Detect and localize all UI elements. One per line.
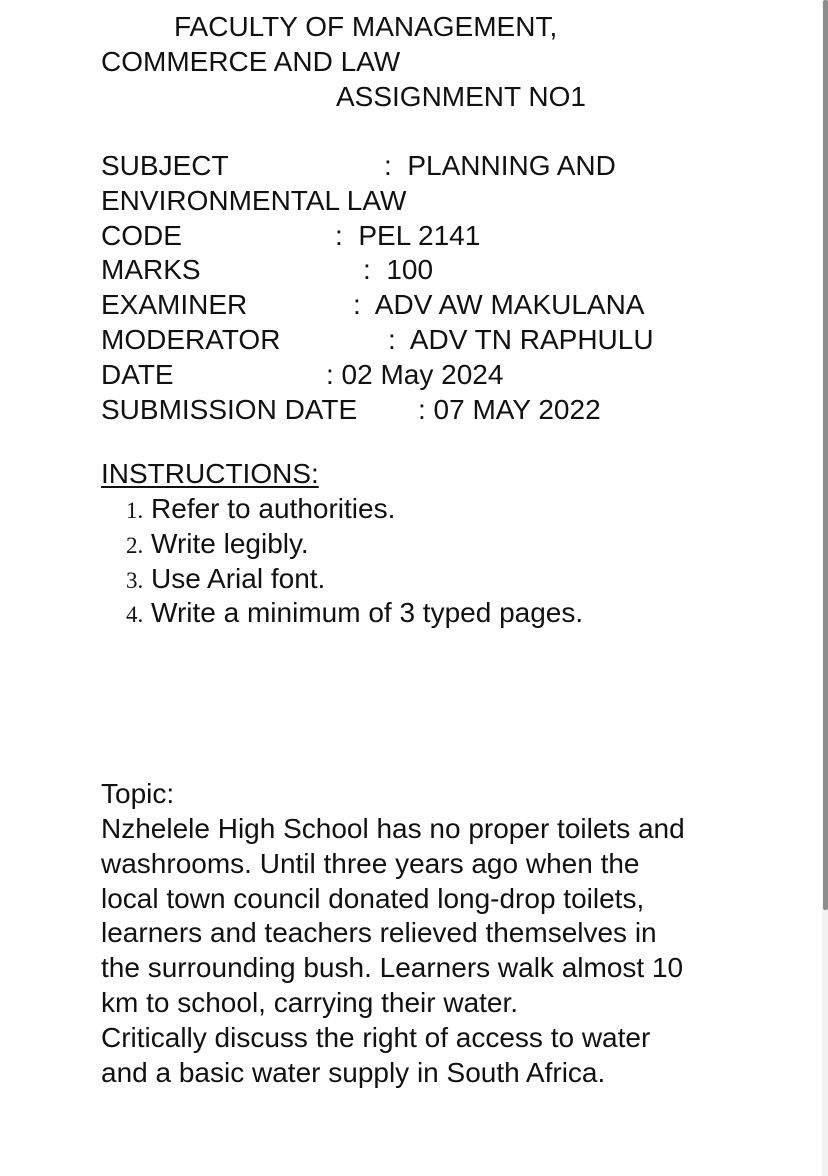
subject-value-continued: ENVIRONMENTAL LAW	[101, 185, 407, 216]
topic-line: km to school, carrying their water.	[101, 987, 519, 1018]
topic-line: the surrounding bush. Learners walk almost 10	[101, 952, 684, 983]
moderator-value: : ADV TN RAPHULU	[388, 324, 654, 355]
instruction-item	[126, 491, 395, 528]
topic-line: Nzhelele High School has no proper toilets and	[101, 813, 685, 844]
marks-label: MARKS	[101, 254, 201, 285]
assignment-title: ASSIGNMENT NO1	[336, 81, 586, 112]
instruction-number: 4.	[126, 602, 144, 627]
instruction-text: Write a minimum of 3 typed pages.	[151, 597, 584, 628]
topic-label: Topic:	[101, 778, 175, 809]
instruction-text: Write legibly.	[151, 528, 309, 559]
instruction-text: Refer to authorities.	[151, 493, 396, 524]
instruction-number: 2.	[126, 533, 144, 558]
subject-value: : PLANNING AND	[384, 150, 616, 181]
instruction-item	[126, 595, 583, 632]
instruction-item	[126, 561, 325, 598]
instruction-text: Use Arial font.	[151, 563, 326, 594]
submission-date-value: : 07 MAY 2022	[418, 394, 601, 425]
instruction-item	[126, 526, 309, 563]
code-label: CODE	[101, 220, 182, 251]
topic-line: washrooms. Until three years ago when the	[101, 848, 640, 879]
scrollbar-thumb[interactable]	[823, 0, 828, 910]
instruction-number: 3.	[126, 568, 144, 593]
topic-line: learners and teachers relieved themselves in	[101, 917, 657, 948]
subject-label: SUBJECT	[101, 150, 229, 181]
date-value: : 02 May 2024	[326, 359, 504, 390]
topic-line: and a basic water supply in South Africa.	[101, 1057, 606, 1088]
instruction-number: 1.	[126, 498, 144, 523]
examiner-value: : ADV AW MAKULANA	[353, 289, 645, 320]
faculty-line-1: FACULTY OF MANAGEMENT,	[174, 11, 558, 42]
examiner-label: EXAMINER	[101, 289, 248, 320]
topic-line: local town council donated long-drop toilets,	[101, 883, 645, 914]
topic-line: Critically discuss the right of access to water	[101, 1022, 651, 1053]
moderator-label: MODERATOR	[101, 324, 281, 355]
marks-value: : 100	[363, 254, 434, 285]
faculty-line-2: COMMERCE AND LAW	[101, 46, 401, 77]
submission-date-label: SUBMISSION DATE	[101, 394, 358, 425]
date-label: DATE	[101, 359, 174, 390]
instructions-heading: INSTRUCTIONS:	[101, 458, 319, 489]
code-value: : PEL 2141	[335, 220, 481, 251]
